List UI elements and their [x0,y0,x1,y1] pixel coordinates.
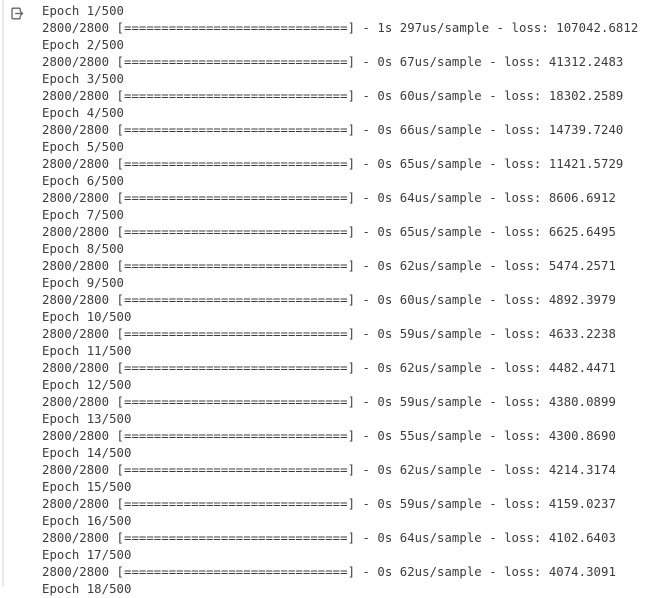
epoch-header-line: Epoch 3/500 [42,72,124,86]
progress-line: 2800/2800 [==============================] - 0s 64us/sample - loss: 8606.6912 [42,191,616,205]
epoch-header-line: Epoch 17/500 [42,548,132,562]
progress-line: 2800/2800 [==============================] - 0s 60us/sample - loss: 4892.3979 [42,293,616,307]
epoch-header-line: Epoch 10/500 [42,310,132,324]
progress-line: 2800/2800 [==============================] - 0s 62us/sample - loss: 4214.3174 [42,463,616,477]
epoch-header-line: Epoch 14/500 [42,446,132,460]
progress-line: 2800/2800 [==============================] - 0s 62us/sample - loss: 4482.4471 [42,361,616,375]
epoch-header-line: Epoch 15/500 [42,480,132,494]
progress-line: 2800/2800 [==============================] - 0s 65us/sample - loss: 6625.6495 [42,225,616,239]
epoch-header-line: Epoch 4/500 [42,106,124,120]
progress-line: 2800/2800 [==============================] - 0s 55us/sample - loss: 4300.8690 [42,429,616,443]
epoch-header-line: Epoch 6/500 [42,174,124,188]
progress-line: 2800/2800 [==============================] - 0s 67us/sample - loss: 41312.2483 [42,55,624,69]
epoch-header-line: Epoch 12/500 [42,378,132,392]
epoch-header-line: Epoch 1/500 [42,4,124,18]
epoch-header-line: Epoch 11/500 [42,344,132,358]
progress-line: 2800/2800 [==============================] - 0s 64us/sample - loss: 4102.6403 [42,531,616,545]
epoch-header-line: Epoch 9/500 [42,276,124,290]
progress-line: 2800/2800 [==============================] - 0s 59us/sample - loss: 4380.0899 [42,395,616,409]
progress-line: 2800/2800 [==============================] - 1s 297us/sample - loss: 107042.6812 [42,21,639,35]
progress-line: 2800/2800 [==============================] - 0s 62us/sample - loss: 5474.2571 [42,259,616,273]
cell-left-border [2,0,4,587]
output-gutter [8,5,26,23]
progress-line: 2800/2800 [==============================] - 0s 65us/sample - loss: 11421.5729 [42,157,624,171]
epoch-header-line: Epoch 13/500 [42,412,132,426]
progress-line: 2800/2800 [==============================] - 0s 62us/sample - loss: 4074.3091 [42,565,616,579]
training-log [42,0,659,598]
progress-line: 2800/2800 [==============================] - 0s 60us/sample - loss: 18302.2589 [42,89,624,103]
progress-line: 2800/2800 [==============================] - 0s 59us/sample - loss: 4633.2238 [42,327,616,341]
epoch-header-line: Epoch 2/500 [42,38,124,52]
epoch-header-line: Epoch 5/500 [42,140,124,154]
epoch-header-line: Epoch 8/500 [42,242,124,256]
epoch-header-line: Epoch 7/500 [42,208,124,222]
epoch-header-line: Epoch 16/500 [42,514,132,528]
progress-line: 2800/2800 [==============================] - 0s 59us/sample - loss: 4159.0237 [42,497,616,511]
epoch-header-line: Epoch 18/500 [42,582,132,596]
cell-output-icon[interactable] [8,5,26,23]
progress-line: 2800/2800 [==============================] - 0s 66us/sample - loss: 14739.7240 [42,123,624,137]
